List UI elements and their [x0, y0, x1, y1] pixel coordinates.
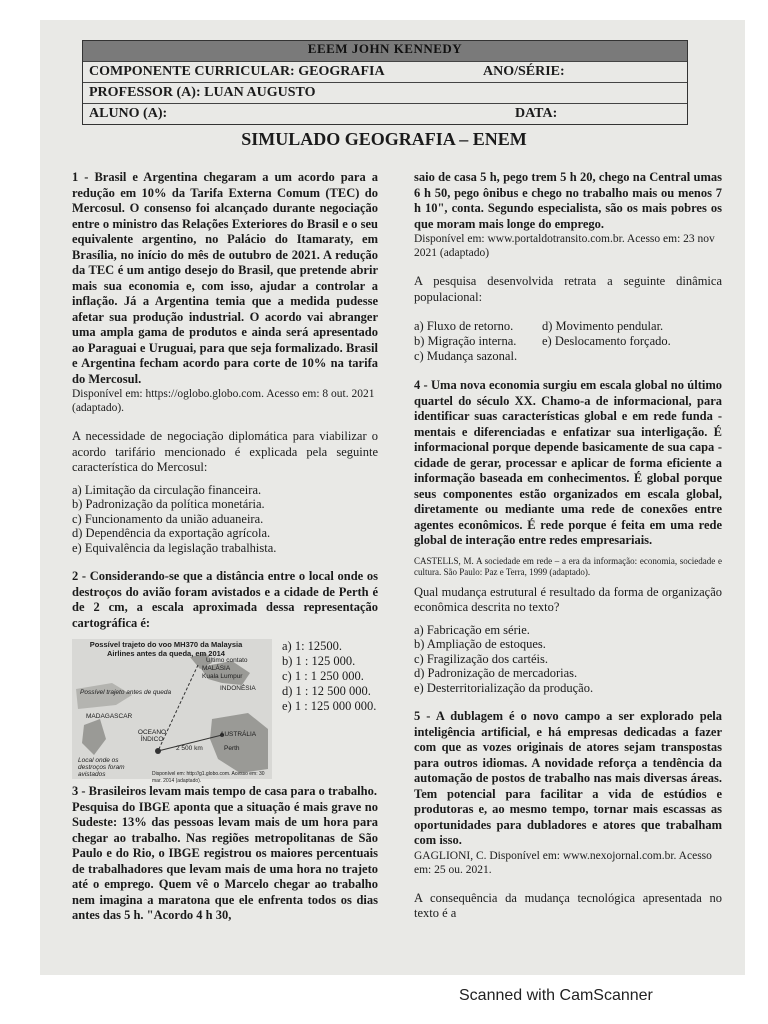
q4-text: 4 - Uma nova economia surgiu em escala global no último quartel do século XX. Chamo-a de informacional, para identificar suas características global e em rede funda - mentais e diferenciadas e enfatizar sua interligação. É informacional porque depende basicamente de sua capa - cidade de gerar, processar e aplicar de forma eficiente a informação baseada em conhecimentos. É global porque seus componentes estão organizados em escala global, diretamente ou mediante uma rede de conexões entre agentes econômicos. É rede porque é feita em uma rede global de interação entre redes empresariais.: [414, 378, 722, 547]
map-label-malasia: MALÁSIA: [202, 665, 231, 672]
q4-option-b[interactable]: b) Ampliação de estoques.: [414, 637, 546, 651]
q2-option-d[interactable]: d) 1 : 12 500 000.: [282, 684, 371, 698]
map-label-trajeto: Possível trajeto antes de queda: [80, 689, 172, 696]
q3-question: A pesquisa desenvolvida retrata a seguinte dinâmica populacional:: [414, 274, 722, 304]
school-name: EEEM JOHN KENNEDY: [83, 41, 687, 61]
q1-option-e[interactable]: e) Equivalência da legislação trabalhista.: [72, 540, 277, 555]
map-caption: Disponível em: http://g1.globo.com. Acesso em: 30 mar. 2014 (adaptado).: [152, 771, 265, 784]
q3-options: [414, 319, 722, 364]
q4-question: Qual mudança estrutural é resultado da forma de organização econômica descrita no texto?: [414, 584, 722, 614]
header-row-componente: [83, 61, 687, 82]
q1-source: Disponível em: https://oglobo.globo.com. Acesso em: 8 out. 2021 (adaptado).: [72, 388, 375, 414]
right-column: [414, 170, 722, 922]
map-label-local: Local onde os destroços foram avistados: [78, 757, 125, 778]
q5-text: 5 - A dublagem é o novo campo a ser explorado pela inteligência artificial, e há empresas dedicadas a fazer com que as vozes originais de atores sejam transpostas para outros idiomas. A novidade reforça a tendência da automação de postos de trabalho nas mais diversas áreas. Tem potencial para facilitar a vida de estúdios e produtoras e, ao mesmo tempo, tornar mais escassas as oportunidades para dubladores e atores que trabalham com isso.: [414, 709, 722, 847]
map-title: Possível trajeto do voo MH370 da Malaysia Airlines antes da queda, em 2014: [89, 640, 243, 658]
q3-option-d[interactable]: d) Movimento pendular.: [542, 319, 664, 333]
q2-option-e[interactable]: e) 1 : 125 000 000.: [282, 699, 377, 713]
q3-source: Disponível em: www.portaldotransito.com.br. Acesso em: 23 nov 2021 (adaptado): [414, 233, 715, 259]
q1-option-d[interactable]: d) Dependência da exportação agrícola.: [72, 526, 271, 540]
ano-serie-label: ANO/SÉRIE:: [483, 64, 565, 79]
q1-options: [72, 483, 378, 556]
header-box: [82, 40, 688, 125]
q4-option-e[interactable]: e) Desterritorialização da produção.: [414, 680, 594, 695]
componente-label: COMPONENTE CURRICULAR: GEOGRAFIA: [89, 64, 385, 79]
q3-option-b[interactable]: b) Migração interna.: [414, 334, 517, 348]
q2-options: [282, 639, 376, 714]
aluno-label: ALUNO (A):: [89, 106, 168, 121]
q4-option-d[interactable]: d) Padronização de mercadorias.: [414, 666, 578, 680]
q1-text: 1 - Brasil e Argentina chegaram a um acordo para a redução em 10% da Tarifa Externa Comum (TEC) do Mercosul. O consenso foi alcançado durante negociação entre o ministro das Relações Exteriores do Brasil e o seu equivalente argentino, no Palácio do Itamaraty, em Brasília, no início do mês de outubro de 2021. A redução da TEC é um antigo desejo do Brasil, que pretende abrir mais sua economia e, com isso, ajudar a controlar a inflação. Já a Argentina temia que a medida pudesse afetar sua produção industrial. O acordo vai abranger uma ampla gama de produtos e ainda será apresentado ao Paraguai e Uruguai, para que seja formalizado. Brasil e Argentina fecham acordo para corte de 10% na tarifa do Mercosul.: [72, 170, 378, 386]
q4-options: [414, 623, 722, 696]
map-label-kuala: Kuala Lumpur: [202, 673, 243, 680]
q3-lead: 3 - Brasileiros levam mais tempo de casa para o trabalho.: [72, 784, 377, 798]
map-label-indonesia: INDONÉSIA: [220, 685, 256, 692]
q2-option-b[interactable]: b) 1 : 125 000.: [282, 654, 356, 668]
q2-option-a[interactable]: a) 1: 12500.: [282, 639, 343, 653]
q1-option-b[interactable]: b) Padronização da política monetária.: [72, 497, 265, 511]
q5-question: A consequência da mudança tecnológica apresentada no texto é a: [414, 890, 722, 920]
q1-option-c[interactable]: c) Funcionamento da união aduaneira.: [72, 511, 264, 526]
scanner-watermark: Scanned with CamScanner: [459, 987, 653, 1004]
q5-source: GAGLIONI, C. Disponível em: www.nexojornal.com.br. Acesso em: 25 ou. 2021.: [414, 849, 712, 876]
q3-option-c[interactable]: c) Mudança sazonal.: [414, 349, 518, 363]
q3-option-a[interactable]: a) Fluxo de retorno.: [414, 319, 514, 333]
q1-question: A necessidade de negociação diplomática para viabilizar o acordo tarifário mencionado é explicada pela seguinte característica do Mercosul:: [72, 429, 378, 474]
flight-map: [72, 639, 272, 784]
header-row-professor: [83, 82, 687, 103]
professor-label: PROFESSOR (A): LUAN AUGUSTO: [89, 85, 316, 100]
header-row-aluno: [83, 103, 687, 124]
q1-option-a[interactable]: a) Limitação da circulação financeira.: [72, 482, 262, 497]
q4-source: CASTELLS, M. A sociedade em rede – a era da informação: economia, sociedade e cultura. São Paulo: Paz e Terra, 1999 (adaptado).: [414, 555, 722, 577]
q3-text: Pesquisa do IBGE aponta que a situação é mais grave no Sudeste: 13% das pessoas levam mais de um hora para chegar ao trabalho. Nas regiões metropolitanas de São Paulo e do Rio, o IBGE registrou os maiores percentuais de trabalhadores que levam mais de uma hora no trajeto até o emprego. Quem vê o Marcelo chegar ao trabalho nem imagina a maratona que ele enfrenta todos os dias antes das 5 h. "Acordo 4 h 30,: [72, 799, 378, 922]
map-label-distance: 2 500 km: [176, 745, 203, 752]
map-label-ultimo: Último contato: [206, 657, 248, 664]
q4-option-c[interactable]: c) Fragilização dos cartéis.: [414, 651, 548, 666]
map-label-perth: Perth: [224, 745, 240, 752]
map-label-oceano: OCEANO ÍNDICO: [137, 729, 167, 743]
data-label: DATA:: [515, 106, 558, 121]
page-title: SIMULADO GEOGRAFIA – ENEM: [241, 129, 527, 149]
q2-text: 2 - Considerando-se que a distância entre o local onde os destroços do avião foram avistados e a cidade de Perth é de 2 cm, a escala aproximada dessa representação cartográfica é:: [72, 569, 378, 630]
map-label-madagascar: MADAGASCAR: [86, 713, 133, 720]
left-column: [72, 170, 378, 924]
q2-figure: [72, 639, 378, 784]
q4-option-a[interactable]: a) Fabricação em série.: [414, 622, 530, 637]
map-label-australia: AUSTRÁLIA: [220, 731, 257, 738]
q2-option-c[interactable]: c) 1 : 1 250 000.: [282, 669, 364, 683]
q3-text-continued: saio de casa 5 h, pego trem 5 h 20, chego na Central umas 6 h 50, pego ônibus e chego no trabalho mais ou menos 7 h 10", conta. Segundo especialista, são os mais pobres os que moram mais longe do emprego.: [414, 170, 722, 231]
q3-option-e[interactable]: e) Deslocamento forçado.: [542, 334, 671, 348]
